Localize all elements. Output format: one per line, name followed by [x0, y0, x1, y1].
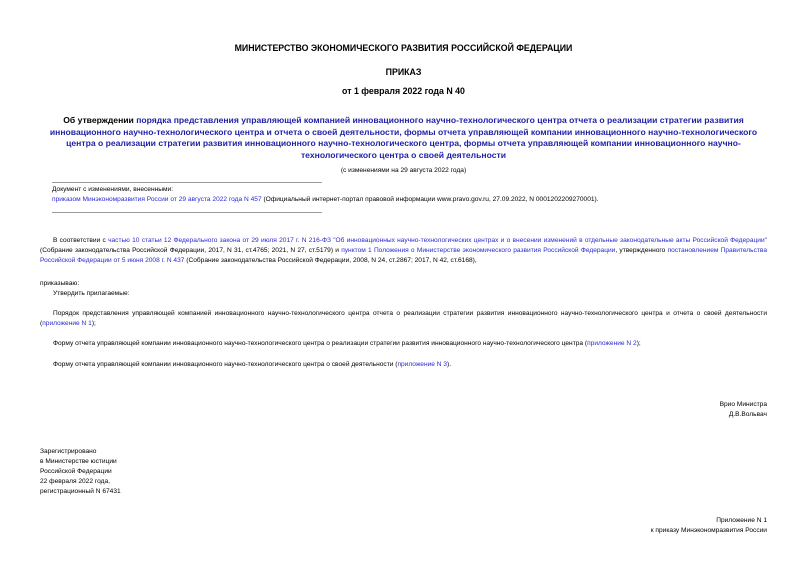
amendment-link[interactable]: приказом Минэкономразвития России от 29 августа 2022 года N 457: [52, 196, 262, 203]
divider-bottom: [52, 212, 322, 213]
registration-block: [40, 447, 121, 497]
registration-line: 22 февраля 2022 года,: [40, 478, 110, 485]
registration-line: регистрационный N 67431: [40, 488, 121, 495]
list-item: [40, 309, 767, 329]
government-decree-link[interactable]: постановлением Правительства Российской Федерации от 5 июня 2008 г. N 437: [40, 247, 767, 264]
appendix-2-link[interactable]: приложение N 2: [587, 340, 637, 347]
appendix-to-order: к приказу Минэкономразвития России: [650, 527, 767, 534]
registration-line: в Министерстве юстиции: [40, 458, 117, 465]
registration-line: Российской Федерации: [40, 468, 112, 475]
regulation-link[interactable]: пунктом 1 Положения о Министерстве экономического развития Российской Федерации: [341, 247, 616, 254]
amendment-source: (Официальный интернет-портал правовой информации www.pravo.gov.ru, 27.09.2022, N 0001202209270001).: [261, 196, 599, 203]
date-number-heading: от 1 февраля 2022 года N 40: [342, 86, 465, 96]
preamble-paragraph: [40, 236, 767, 266]
signature-name: Д.В.Вольвач: [728, 411, 767, 418]
preamble-text-2: (Собрание законодательства Российской Федерации, 2017, N 31, ст.4765; 2021, N 27, ст.5179) и: [40, 247, 342, 254]
item-2-text: Форму отчета управляющей компании инновационного научно-технологического центра о реализации стратегии развития инновационного научно-технологического центра (: [53, 340, 588, 347]
item-1-end: );: [91, 320, 96, 327]
item-1-text: Порядок представления управляющей компанией инновационного научно-технологического центра отчета о реализации стратегии развития инновационного научно-технологического центра и отчета о своей деятельности (: [40, 310, 767, 327]
preamble-text-3: , утвержденного: [615, 247, 668, 254]
document-title: [38, 115, 769, 161]
ministry-heading: МИНИСТЕРСТВО ЭКОНОМИЧЕСКОГО РАЗВИТИЯ РОССИЙСКОЙ ФЕДЕРАЦИИ: [234, 43, 573, 53]
signature-position: Врио Министра: [719, 401, 767, 408]
item-3-text: Форму отчета управляющей компании инновационного научно-технологического центра о своей деятельности (: [53, 361, 398, 368]
title-prefix: Об утверждении: [63, 115, 137, 125]
divider-top: [52, 182, 322, 183]
item-3-end: ).: [447, 361, 452, 368]
preamble-text-1: В соответствии с: [53, 237, 109, 244]
federal-law-link[interactable]: частью 10 статьи 12 Федерального закона от 29 июля 2017 г. N 216-ФЗ "Об инновационных научно-технологических центрах и о внесении изменений в отдельные законодательные акты Российской Федерации": [108, 237, 768, 244]
appendix-label: Приложение N 1: [716, 517, 767, 524]
amendments-line: [52, 195, 767, 205]
title-link[interactable]: порядка представления управляющей компанией инновационного научно-технологического центра отчета о реализации стратегии развития инновационного научно-технологического центра и отчета о своей деятельности, формы отчета управляющей компании инновационного научно-технологического центра о реализации стратегии развития инновационного научно-технологического центра, формы отчета управляющей компании инновационного научно-технологического центра о своей деятельности: [49, 115, 758, 160]
order-word: приказываю:: [40, 280, 80, 287]
list-item: [53, 339, 767, 349]
changes-note: (с изменениями на 29 августа 2022 года): [340, 167, 467, 174]
item-2-end: );: [636, 340, 641, 347]
list-item: [53, 360, 767, 370]
doc-type-heading: ПРИКАЗ: [385, 67, 422, 77]
registration-line: Зарегистрировано: [40, 448, 97, 455]
appendix-1-link[interactable]: приложение N 1: [42, 320, 92, 327]
approve-line: Утвердить прилагаемые:: [53, 290, 130, 297]
preamble-text-4: (Собрание законодательства Российской Федерации, 2008, N 24, ст.2867; 2017, N 42, ст.6168),: [184, 257, 477, 264]
appendix-3-link[interactable]: приложение N 3: [397, 361, 448, 368]
amendments-heading: Документ с изменениями, внесенными:: [52, 186, 174, 193]
